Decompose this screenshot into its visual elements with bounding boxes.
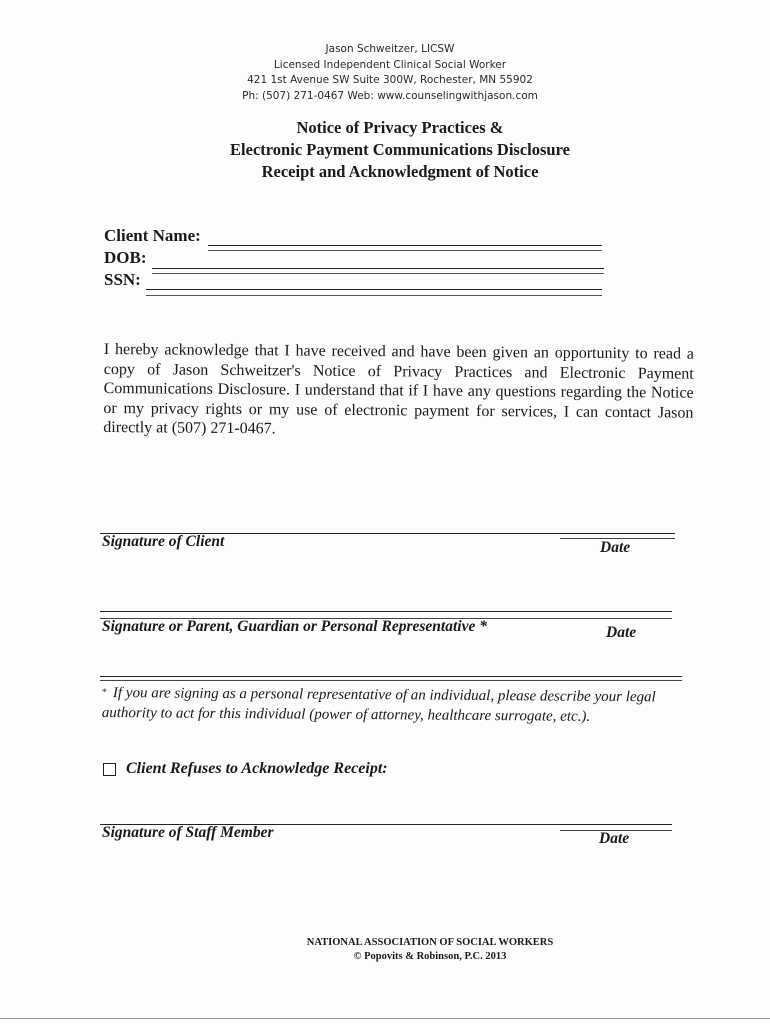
representative-signature-line[interactable] (100, 611, 672, 612)
refusal-checkbox[interactable] (103, 763, 116, 776)
provider-name: Jason Schweitzer, LICSW (325, 43, 455, 55)
footer (260, 936, 600, 964)
ssn-label: SSN: (104, 270, 141, 289)
dob-field-underline (152, 273, 604, 274)
title-line-1: Notice of Privacy Practices & (296, 118, 504, 137)
client-name-label: Client Name: (104, 226, 201, 245)
scan-edge-line (0, 1018, 770, 1019)
title-line-2: Electronic Payment Communications Disclosure (230, 140, 570, 159)
document-title (180, 117, 620, 183)
client-name-field[interactable] (208, 245, 602, 246)
acknowledgment-text: I hereby acknowledge that I have received and have been given an opportunity to read a copy of Jason Schweitzer's Notice of Privacy Practices and Electronic Payment Communications Disclosure. I understand that if I have any questions regarding the Notice or my privacy rights or my use of electronic payment for services, I can contact Jason directly at (507) 271-0467. (103, 340, 694, 438)
title-line-3: Receipt and Acknowledgment of Notice (261, 162, 539, 181)
staff-date-label: Date (599, 830, 630, 847)
letterhead (220, 42, 560, 104)
representative-date-label: Date (606, 624, 637, 641)
dob-field[interactable] (152, 268, 604, 269)
provider-contact: Ph: (507) 271-0467 Web: www.counselingwithjason.com (242, 89, 538, 102)
refusal-row (103, 760, 388, 778)
client-date-label: Date (600, 539, 631, 556)
client-name-field-underline (208, 250, 602, 251)
staff-signature-label: Signature of Staff Member (102, 824, 274, 841)
representative-note (102, 683, 702, 728)
note-divider (100, 676, 682, 677)
dob-label: DOB: (104, 248, 147, 267)
provider-address: 421 1st Avenue SW Suite 300W, Rochester, MN 55902 (247, 74, 533, 86)
footnote-marker: * (101, 686, 107, 699)
client-signature-label: Signature of Client (102, 533, 225, 550)
representative-signature-label: Signature or Parent, Guardian or Personal Representative * (102, 618, 487, 635)
note-divider-2 (100, 680, 682, 681)
footer-copyright: © Popovits & Robinson, P.C. 2013 (353, 951, 507, 962)
representative-note-text: If you are signing as a personal representative of an individual, please describe your legal authority to act for this individual (power of attorney, healthcare surrogate, etc.). (101, 685, 656, 725)
ssn-field[interactable] (146, 289, 602, 290)
refusal-label: Client Refuses to Acknowledge Receipt: (126, 760, 388, 777)
footer-organization: NATIONAL ASSOCIATION OF SOCIAL WORKERS (306, 937, 554, 948)
ssn-field-underline (146, 295, 602, 296)
provider-credential: Licensed Independent Clinical Social Worker (273, 58, 507, 71)
